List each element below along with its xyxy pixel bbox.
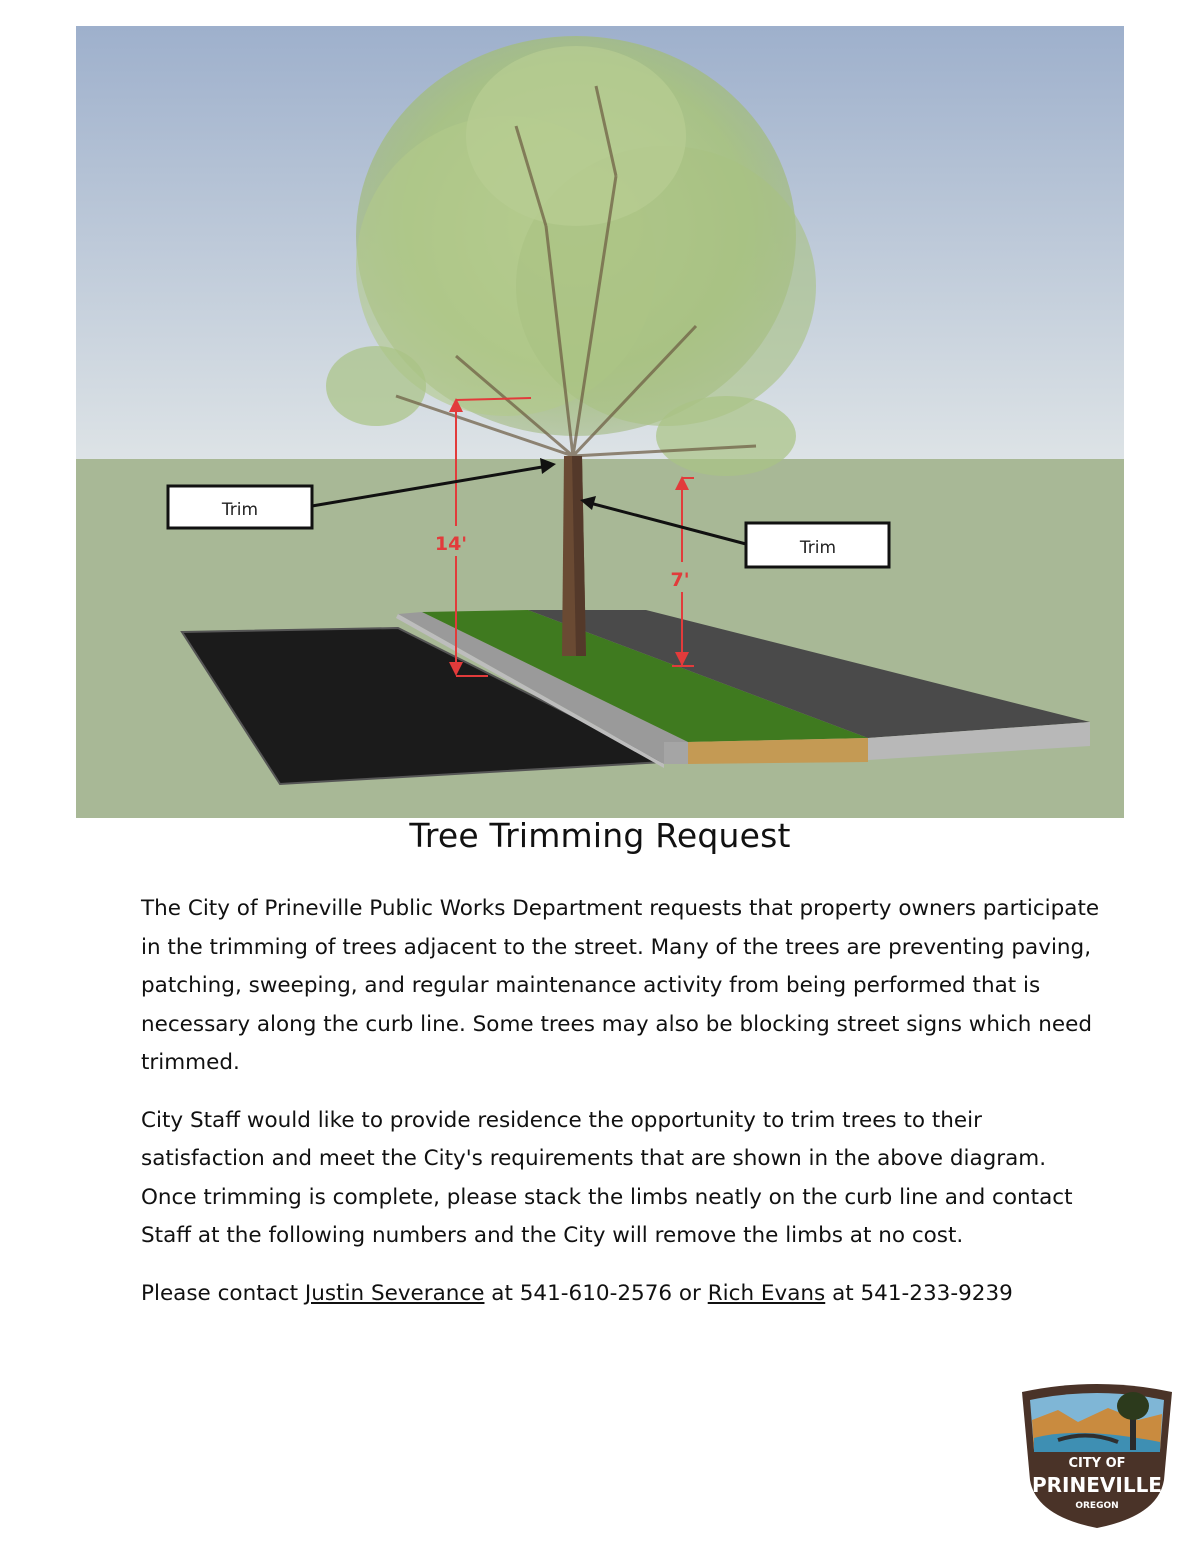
logo-line-1: CITY OF (1068, 1456, 1126, 1471)
contact-link-rich[interactable]: Rich Evans (707, 1280, 826, 1306)
trim-label-right: Trim (799, 538, 837, 558)
tree-trimming-diagram (76, 26, 1124, 818)
height-street-label: 14' (434, 533, 468, 555)
contact-link-justin[interactable]: Justin Severance (304, 1280, 485, 1306)
height-sidewalk-label: 7' (670, 569, 690, 591)
contact-phone-1: at 541-610-2576 or (484, 1280, 708, 1306)
logo-line-3: OREGON (1075, 1501, 1119, 1511)
paragraph-instructions: City Staff would like to provide residence the opportunity to trim trees to their satisfaction and meet the City's requirements that are shown in the above diagram. Once trimming is complete, please stack the limbs neatly on the curb line and contact Staff at the following numbers and the City will remove the limbs at no cost. (141, 1107, 1073, 1248)
trim-label-left: Trim (221, 500, 259, 520)
city-logo (1018, 1380, 1176, 1530)
body-text (141, 890, 1101, 1332)
contact-prefix: Please contact (141, 1280, 305, 1306)
paragraph-request: The City of Prineville Public Works Department requests that property owners participate in the trimming of trees adjacent to the street. Many of the trees are preventing paving, patching, sweeping, and regular maintenance activity from being performed that is necessary along the curb line. Some trees may also be blocking street signs which need trimmed. (141, 896, 1100, 1075)
contact-phone-2: at 541-233-9239 (825, 1280, 1013, 1306)
contact-line (141, 1275, 1101, 1314)
logo-line-2: PRINEVILLE (1032, 1473, 1162, 1497)
page-title: Tree Trimming Request (409, 816, 791, 855)
